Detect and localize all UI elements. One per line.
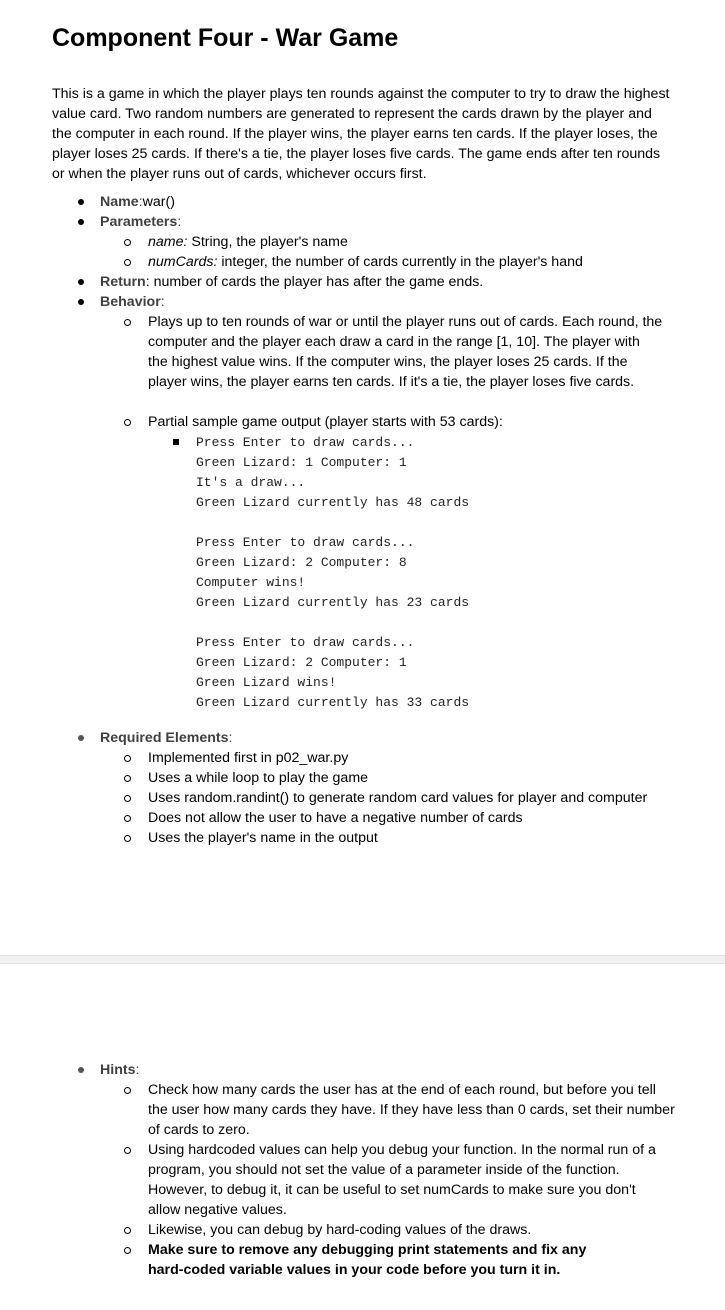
hints-item: Hints: — [100, 1062, 140, 1078]
required-element: Does not allow the user to have a negative number of cards — [148, 810, 523, 826]
circle-bullet-icon — [124, 775, 131, 782]
hint: Check how many cards the user has at the end of each round, but before you tell the user how many cards they have. If they have less than 0 cards, set their number of cards to zero. — [148, 1082, 675, 1138]
circle-bullet-icon — [124, 795, 131, 802]
circle-bullet-icon — [124, 755, 131, 762]
sample-line: Green Lizard currently has 33 cards — [196, 695, 470, 710]
circle-bullet-icon — [124, 419, 131, 426]
circle-bullet-icon — [124, 319, 131, 326]
circle-bullet-icon — [124, 239, 131, 246]
hint: Using hardcoded values can help you debug your function. In the normal run of a program, you should not set the value of a parameter inside of the function. However, to debug it, it can be useful to set numCards to make sure you don't allow negative values. — [148, 1142, 656, 1218]
circle-bullet-icon — [124, 1247, 131, 1254]
sample-line: It's a draw... — [196, 475, 306, 490]
circle-bullet-icon — [124, 259, 131, 266]
bullet-icon — [78, 1067, 84, 1073]
sample-line: Press Enter to draw cards... — [196, 435, 415, 450]
sample-line: Green Lizard: 1 Computer: 1 — [196, 455, 407, 470]
required-element: Uses random.randint() to generate random card values for player and computer — [148, 790, 648, 806]
sample-line: Computer wins! — [196, 575, 306, 590]
circle-bullet-icon — [124, 1087, 131, 1094]
intro-paragraph: This is a game in which the player plays ten rounds against the computer to try to draw the highest value card. Two random numbers are generated to represent the cards drawn by the player and the computer in each round. If the player wins, the player earns ten cards. If the player loses, the player loses 25 cards. If there's a tie, the player loses five cards. The game ends after ten rounds or when the player runs out of cards, whichever occurs first. — [52, 86, 670, 182]
sample-line: Green Lizard: 2 Computer: 8 — [196, 555, 407, 570]
parameter-numcards: numCards: integer, the number of cards currently in the player's hand — [148, 254, 583, 270]
page-title: Component Four - War Game — [52, 24, 399, 52]
page-break — [0, 955, 725, 964]
bullet-icon — [78, 735, 84, 741]
sample-output-intro: Partial sample game output (player starts with 53 cards): — [148, 414, 503, 430]
sample-line: Green Lizard wins! — [196, 675, 337, 690]
bullet-icon — [78, 279, 84, 285]
required-element: Uses a while loop to play the game — [148, 770, 369, 786]
square-bullet-icon — [173, 439, 179, 445]
circle-bullet-icon — [124, 815, 131, 822]
sample-line: Green Lizard: 2 Computer: 1 — [196, 655, 407, 670]
bullet-icon — [78, 299, 84, 305]
parameters-item: Parameters: — [100, 214, 182, 230]
sample-line: Press Enter to draw cards... — [196, 535, 415, 550]
required-element: Uses the player's name in the output — [148, 830, 378, 846]
behavior-item: Behavior: — [100, 294, 165, 310]
return-item: Return: number of cards the player has after the game ends. — [100, 274, 484, 290]
required-element: Implemented first in p02_war.py — [148, 750, 349, 766]
circle-bullet-icon — [124, 835, 131, 842]
circle-bullet-icon — [124, 1147, 131, 1154]
name-item: Name:war() — [100, 194, 175, 210]
required-elements-item: Required Elements: — [100, 730, 233, 746]
hint: Likewise, you can debug by hard-coding values of the draws. — [148, 1222, 532, 1238]
bullet-icon — [78, 199, 84, 205]
parameter-name: name: String, the player's name — [148, 234, 348, 250]
circle-bullet-icon — [124, 1227, 131, 1234]
hint-bold: Make sure to remove any debugging print statements and fix any hard-coded variable values in your code before you turn it in. — [148, 1242, 587, 1278]
sample-line: Press Enter to draw cards... — [196, 635, 415, 650]
sample-line: Green Lizard currently has 48 cards — [196, 495, 470, 510]
behavior-description: Plays up to ten rounds of war or until the player runs out of cards. Each round, the computer and the player each draw a card in the range [1, 10]. The player with the highest value wins. If the computer wins, the player loses 25 cards. If the player wins, the player earns ten cards. If it's a tie, the player loses five cards. — [148, 314, 663, 390]
sample-line: Green Lizard currently has 23 cards — [196, 595, 470, 610]
bullet-icon — [78, 219, 84, 225]
